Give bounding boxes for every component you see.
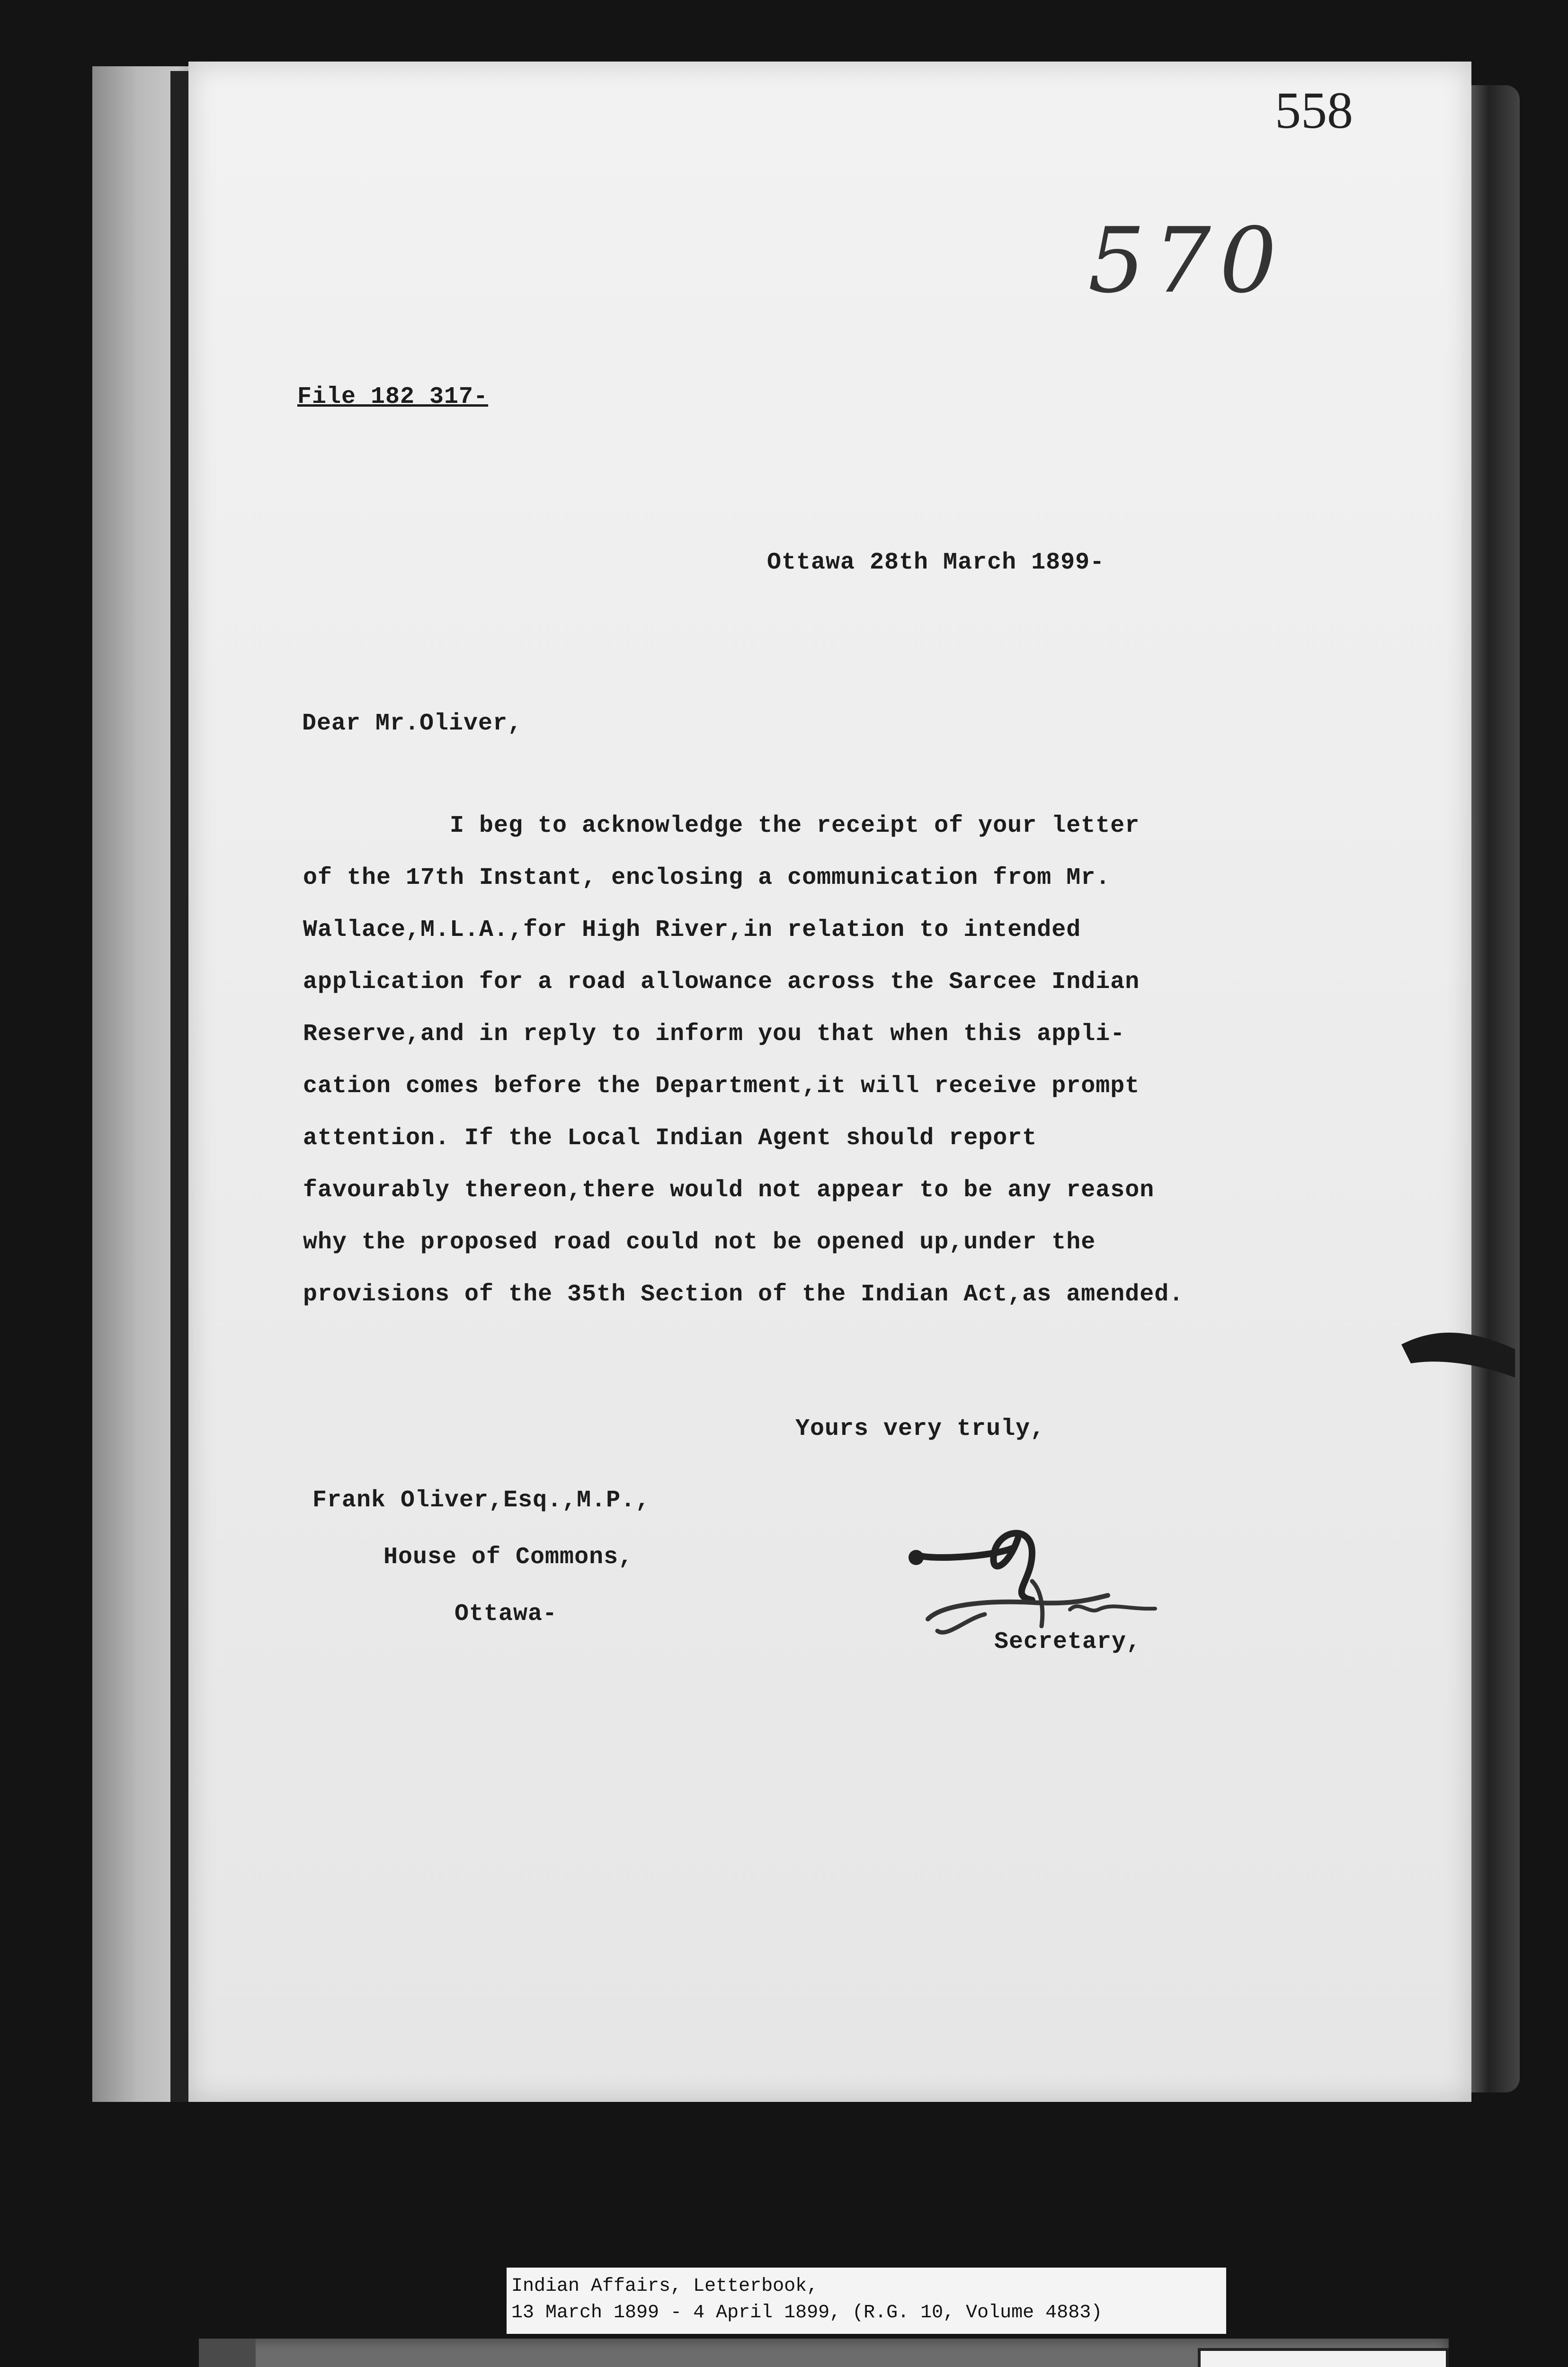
source-line-2: 13 March 1899 - 4 April 1899, (R.G. 10, Volume 4883)	[511, 2302, 1103, 2323]
salutation: Dear Mr.Oliver,	[302, 710, 523, 737]
stamp-edge	[199, 2339, 256, 2367]
body-line: favourably thereon,there would not appear to be any reason	[303, 1177, 1155, 1204]
file-reference: File 182 317-	[297, 383, 489, 410]
recipient-address	[312, 1472, 650, 1643]
binding-shadow	[170, 71, 188, 2102]
body-line: Wallace,M.L.A.,for High River,in relation to intended	[303, 917, 1081, 943]
body-line: application for a road allowance across the Sarcee Indian	[303, 969, 1140, 996]
body-line: attention. If the Local Indian Agent should report	[303, 1125, 1037, 1152]
closing: Yours very truly,	[795, 1415, 1045, 1442]
handwritten-signature	[786, 1458, 1212, 1657]
poor-copy-tag	[1198, 2348, 1449, 2367]
body-line: of the 17th Instant, enclosing a communication from Mr.	[303, 864, 1111, 891]
folio-number: 558	[1275, 81, 1353, 139]
recipient-line-2: House of Commons,	[383, 1544, 633, 1571]
pen-shadow-mark	[1401, 1316, 1515, 1411]
source-line-1: Indian Affairs, Letterbook,	[511, 2276, 819, 2297]
body-line: provisions of the 35th Section of the Indian Act,as amended.	[303, 1281, 1184, 1308]
body-line: I beg to acknowledge the receipt of your letter	[450, 812, 1140, 839]
body-line: why the proposed road could not be opened up,under the	[303, 1229, 1096, 1256]
recipient-name: Frank Oliver,Esq.,M.P.,	[312, 1487, 650, 1514]
signatory-title: Secretary,	[994, 1628, 1141, 1655]
body-line: Reserve,and in reply to inform you that when this appli-	[303, 1021, 1125, 1048]
date-line: Ottawa 28th March 1899-	[767, 549, 1105, 576]
body-line: cation comes before the Department,it will receive prompt	[303, 1073, 1140, 1100]
handwritten-page-number: 570	[1088, 208, 1285, 313]
source-citation-label	[507, 2268, 1226, 2334]
recipient-line-3: Ottawa-	[454, 1601, 558, 1628]
letter-body	[303, 800, 1184, 1321]
